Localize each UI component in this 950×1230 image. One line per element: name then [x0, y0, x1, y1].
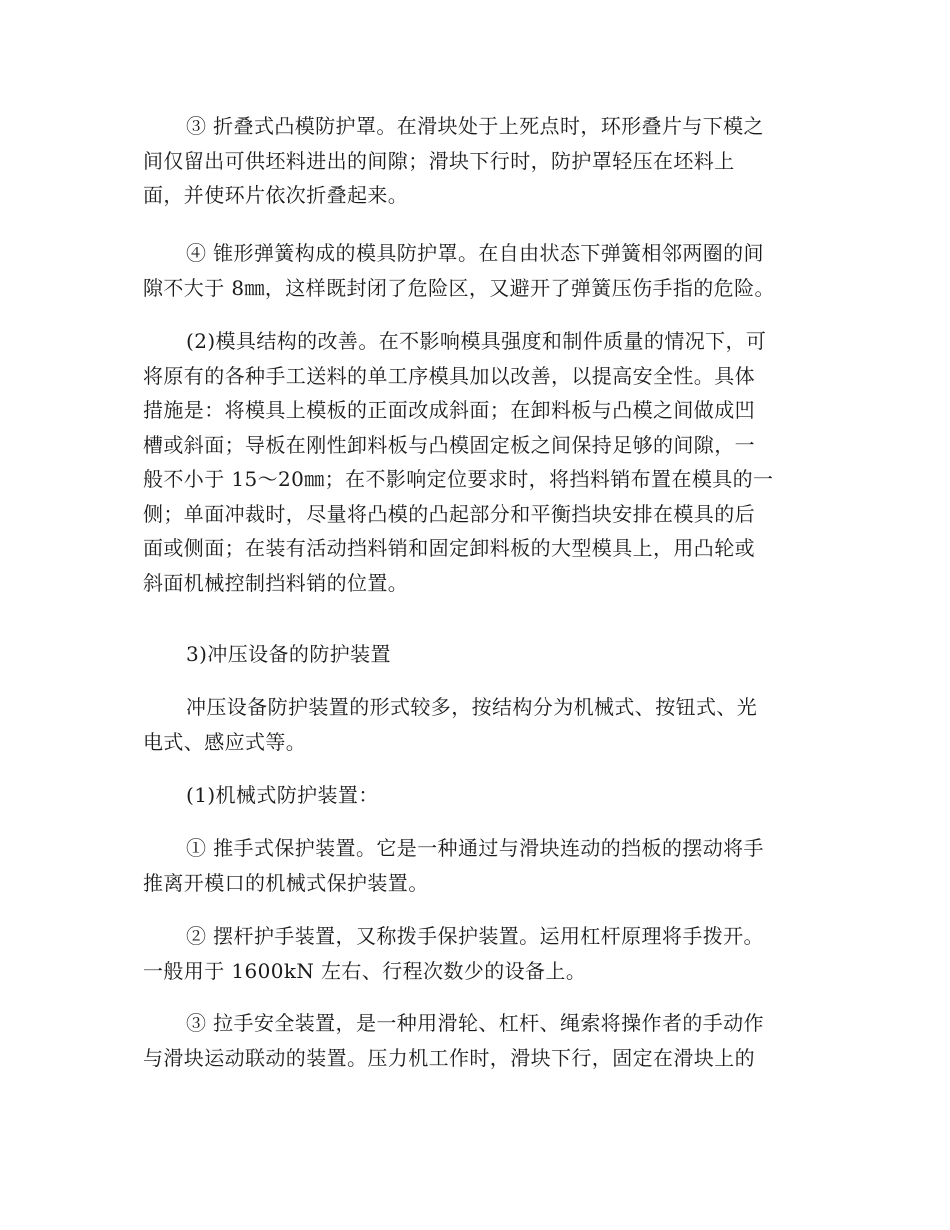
text-line: 3)冲压设备的防护装置 [186, 642, 391, 666]
text-line: ② 摆杆护手装置，又称拨手保护装置。运用杠杆原理将手拨开。 [186, 924, 764, 948]
paragraph-pull-hand-guard [143, 1006, 813, 1075]
text-line: ① 推手式保护装置。它是一种通过与滑块连动的挡板的摆动将手 [186, 836, 764, 860]
text-line: 措施是：将模具上模板的正面改成斜面；在卸料板与凸模之间做成凹 [143, 398, 755, 422]
text-line: 将原有的各种手工送料的单工序模具加以改善，以提高安全性。具体 [143, 363, 755, 388]
text-line: ③ 拉手安全装置，是一种用滑轮、杠杆、绳索将操作者的手动作 [186, 1011, 764, 1035]
paragraph-conical-spring-guard [143, 236, 813, 305]
text-line: 般不小于 15～20㎜；在不影响定位要求时，将挡料销布置在模具的一 [143, 467, 774, 491]
text-line: 侧；单面冲裁时，尽量将凸模的凸起部分和平衡挡块安排在模具的后 [143, 501, 755, 526]
text-line: 电式、感应式等。 [143, 729, 307, 754]
text-line: 间仅留出可供坯料进出的间隙；滑块下行时，防护罩轻压在坯料上 [143, 148, 735, 173]
text-line: 与滑块运动联动的装置。压力机工作时，滑块下行，固定在滑块上的 [143, 1045, 755, 1070]
subheading-mechanical-guards [143, 778, 813, 813]
paragraph-folding-punch-guard [143, 109, 813, 213]
text-line: 冲压设备防护装置的形式较多，按结构分为机械式、按钮式、光 [186, 695, 758, 719]
paragraph-die-structure-improvement [143, 324, 813, 600]
paragraph-guard-types [143, 690, 813, 759]
section-heading-press-equipment-guards [143, 637, 813, 672]
text-line: ③ 折叠式凸模防护罩。在滑块处于上死点时，环形叠片与下模之 [186, 114, 764, 138]
text-line: 面，并使环片依次折叠起来。 [143, 183, 409, 207]
text-line: 槽或斜面；导板在刚性卸料板与凸模固定板之间保持足够的间隙，一 [143, 432, 755, 457]
text-line: 斜面机械控制挡料销的位置。 [143, 570, 409, 595]
text-line: 面或侧面；在装有活动挡料销和固定卸料板的大型模具上，用凸轮或 [143, 536, 755, 560]
text-line: 推离开模口的机械式保护装置。 [143, 870, 429, 895]
text-line: 一般用于 1600kN 左右、行程次数少的设备上。 [143, 958, 587, 983]
paragraph-swing-lever-guard [143, 919, 813, 988]
text-line: (2)模具结构的改善。在不影响模具强度和制件质量的情况下，可 [186, 329, 767, 353]
text-line: ④ 锥形弹簧构成的模具防护罩。在自由状态下弹簧相邻两圈的间 [186, 241, 764, 265]
paragraph-push-hand-guard [143, 831, 813, 900]
text-line: 隙不大于 8㎜，这样既封闭了危险区，又避开了弹簧压伤手指的危险。 [143, 275, 775, 300]
text-line: (1)机械式防护装置： [186, 783, 379, 807]
